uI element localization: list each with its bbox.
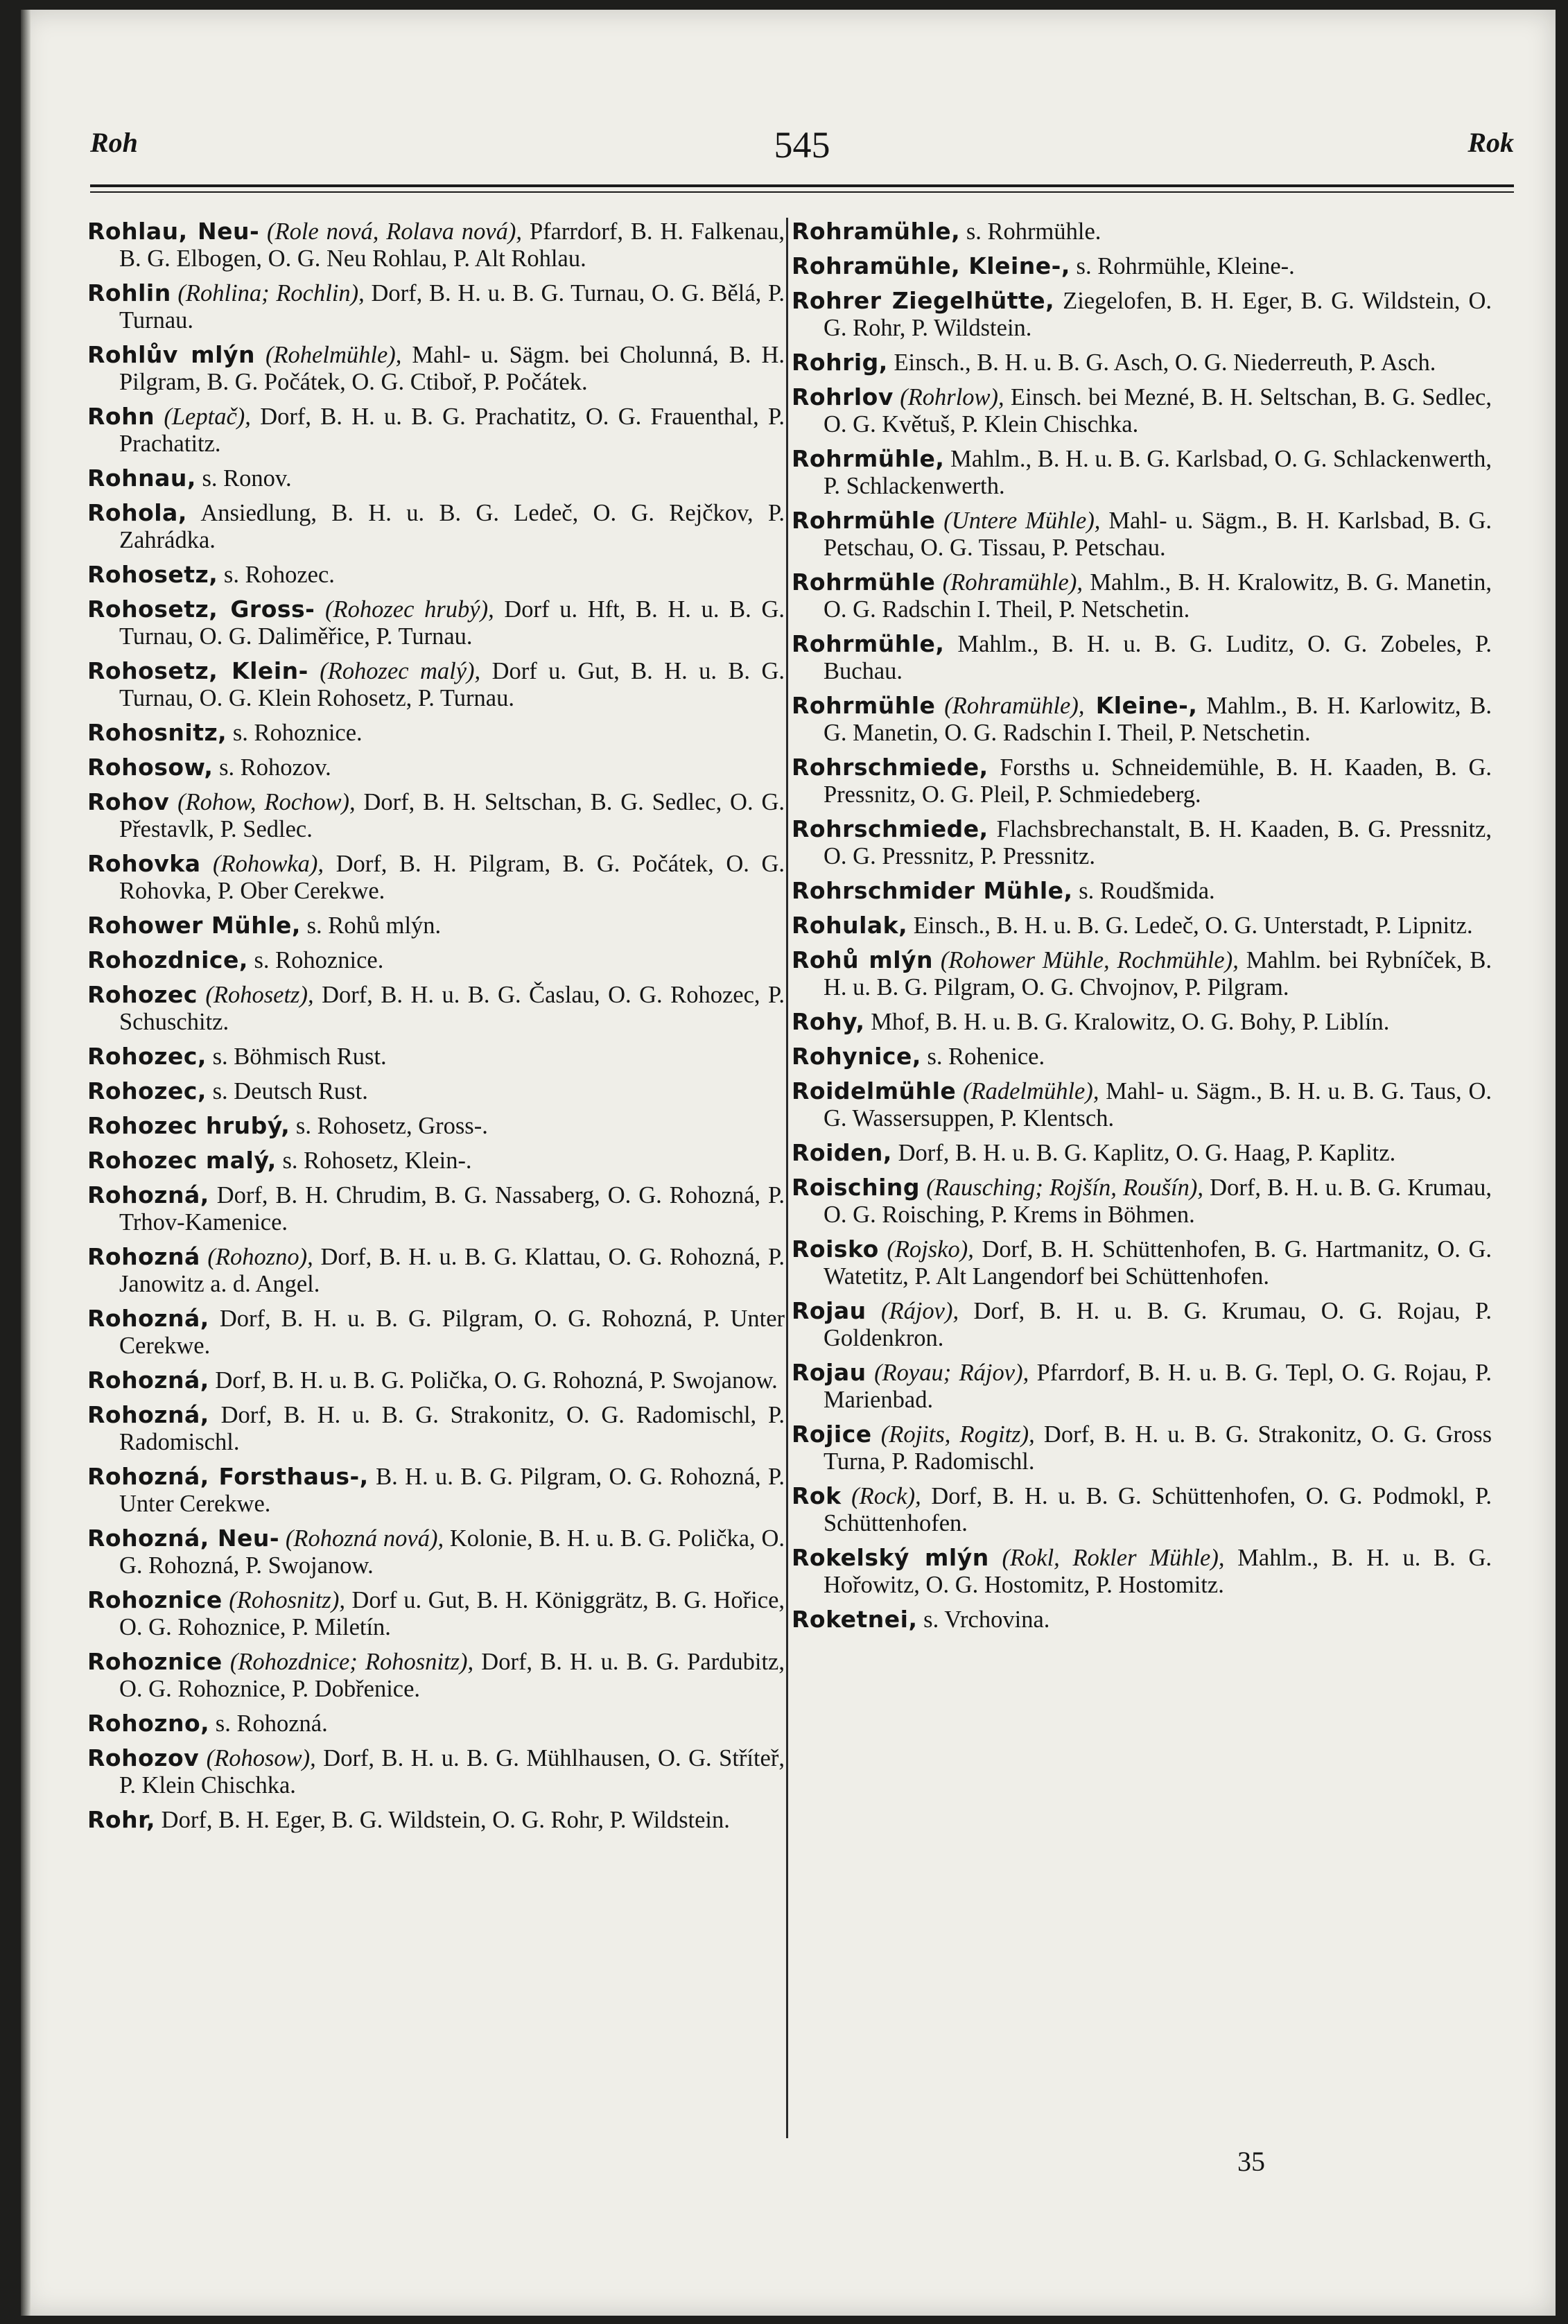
gazetteer-entry <box>87 1744 785 1799</box>
header-rule-thin <box>90 191 1514 193</box>
page-number: 545 <box>774 124 830 166</box>
entry-headword: Rokelský mlýn <box>792 1544 989 1571</box>
gazetteer-entry <box>792 1606 1492 1633</box>
entry-text: s. Rohů mlýn. <box>300 912 442 939</box>
gazetteer-entry <box>87 788 785 843</box>
entry-variant-names: (Rohosnitz), <box>222 1587 345 1613</box>
entry-variant-names: (Untere Mühle), <box>935 508 1101 534</box>
entry-headword: Rohlin <box>87 279 171 306</box>
gazetteer-entry <box>792 218 1492 245</box>
entry-text: s. Rohenice. <box>921 1043 1045 1070</box>
gazetteer-entry <box>792 1139 1492 1167</box>
entry-headword: Rohola, <box>87 499 187 526</box>
entry-headword: Rohrmühle, <box>792 445 945 472</box>
entry-headword: Rohynice, <box>792 1043 921 1070</box>
gazetteer-entry <box>792 383 1492 438</box>
entry-text: Mahl- u. Sägm., B. H. u. B. G. Taus, O. G. Wassersuppen, P. Klentsch. <box>824 1078 1492 1131</box>
gazetteer-entry <box>792 912 1492 939</box>
gazetteer-entry <box>792 1359 1492 1414</box>
entry-text: Mahlm. bei Rybníček, B. H. u. B. G. Pilgram, O. G. Chvojnov, P. Pilgram. <box>824 947 1492 1000</box>
entry-text: Dorf, B. H. u. B. G. Schüttenhofen, O. G. Podmokl, P. Schüttenhofen. <box>824 1483 1492 1536</box>
gazetteer-entry <box>792 445 1492 500</box>
entry-variant-names: (Rohramühle), <box>935 693 1085 719</box>
entry-variant-names: (Rohelmühle), <box>254 342 402 368</box>
entry-headword: Rohrschmiede, <box>792 754 988 781</box>
gazetteer-entry <box>792 1235 1492 1290</box>
entry-text: Flachsbrechanstalt, B. H. Kaaden, B. G. Pressnitz, O. G. Pressnitz, P. Pressnitz. <box>824 816 1492 869</box>
entry-text: Dorf u. Gut, B. H. u. B. G. Turnau, O. G. Klein Rohosetz, P. Turnau. <box>119 658 785 711</box>
entry-text: Dorf, B. H. u. B. G. Pardubitz, O. G. Rohoznice, P. Dobřenice. <box>119 1649 785 1702</box>
gazetteer-entry <box>87 499 785 554</box>
gazetteer-entry <box>87 1463 785 1518</box>
entry-headword: Rohoznice <box>87 1648 223 1675</box>
entry-variant-names: (Rájov), <box>866 1298 959 1324</box>
entry-text: Dorf, B. H. Eger, B. G. Wildstein, O. G. Rohr, P. Wildstein. <box>155 1807 730 1833</box>
entry-headword: Rohrlov <box>792 383 894 410</box>
entry-headword: Rohrmühle <box>792 692 936 719</box>
entry-text: s. Rohosetz, Gross-. <box>290 1113 488 1139</box>
document-page <box>21 10 1556 2316</box>
entry-headword: Rohozec, <box>87 1043 207 1070</box>
gazetteer-entry <box>87 981 785 1036</box>
gazetteer-entry <box>87 1525 785 1579</box>
entry-text: Einsch. bei Mezné, B. H. Seltschan, B. G. Sedlec, O. G. Květuš, P. Klein Chischka. <box>824 384 1492 437</box>
entry-headword: Rohrig, <box>792 349 888 376</box>
gazetteer-entry <box>792 287 1492 342</box>
entry-headword: Rohrschmiede, <box>792 815 988 842</box>
gazetteer-entry <box>87 561 785 589</box>
entry-headword: Rohozná, <box>87 1181 209 1208</box>
entry-headword: Rohosnitz, <box>87 719 227 746</box>
entry-text: Dorf, B. H. u. B. G. Krumau, O. G. Rojau, P. Goldenkron. <box>824 1298 1492 1351</box>
entry-headword: Roidelmühle <box>792 1077 957 1104</box>
entry-headword: Rojice <box>792 1421 872 1448</box>
entry-headword: Rohosetz, Gross- <box>87 596 315 623</box>
entry-headword: Rohozná, <box>87 1305 209 1332</box>
entry-variant-names: (Leptač), <box>155 404 251 430</box>
entry-headword: Rohy, <box>792 1008 865 1035</box>
gazetteer-entry <box>792 1421 1492 1475</box>
entry-headword: Rohn <box>87 403 155 430</box>
gazetteer-entry <box>87 1586 785 1641</box>
entry-headword: Rohlau, Neu- <box>87 218 260 245</box>
entry-variant-names: (Rojsko), <box>878 1236 974 1263</box>
entry-text: Einsch., B. H. u. B. G. Asch, O. G. Niederreuth, P. Asch. <box>887 349 1436 376</box>
entry-variant-names: (Radelmühle), <box>956 1078 1099 1104</box>
gazetteer-entry <box>792 1043 1492 1070</box>
entry-headword: Rohlův mlýn <box>87 341 255 368</box>
entry-headword: Rohozov <box>87 1744 200 1771</box>
entry-headword: Rohozec <box>87 981 198 1008</box>
gazetteer-entry <box>792 252 1492 280</box>
entry-variant-names: (Rohramühle), <box>935 569 1083 596</box>
gazetteer-entry <box>792 815 1492 870</box>
gazetteer-entry <box>792 754 1492 808</box>
entry-text: Mahlm., B. H. u. B. G. Luditz, O. G. Zobeles, P. Buchau. <box>824 631 1492 684</box>
entry-headword: Rojau <box>792 1359 866 1386</box>
entry-text: s. Ronov. <box>195 465 292 492</box>
entry-text: s. Roudšmida. <box>1072 878 1215 904</box>
entry-headword: Rohozec hrubý, <box>87 1112 290 1139</box>
entry-headword: Rohozec, <box>87 1077 207 1104</box>
entry-text: Ansiedlung, B. H. u. B. G. Ledeč, O. G. Rejčkov, P. Zahrádka. <box>119 500 785 553</box>
gazetteer-entry <box>87 1648 785 1703</box>
entry-variant-names: (Rohozec hrubý), <box>315 596 494 623</box>
entry-headword: Rohrmühle <box>792 569 936 596</box>
entry-headword: Rohov <box>87 788 170 815</box>
entry-text: Dorf, B. H. u. B. G. Mühlhausen, O. G. Stříteř, P. Klein Chischka. <box>119 1745 785 1798</box>
signature-mark: 35 <box>1237 2146 1265 2177</box>
header-rule-thick <box>90 184 1514 187</box>
entry-headword: Rohozno, <box>87 1710 210 1737</box>
entry-text: Dorf, B. H. u. B. G. Turnau, O. G. Bělá, P. Turnau. <box>119 280 785 333</box>
entry-headword: Rohozná, <box>87 1401 209 1428</box>
gazetteer-entry <box>87 1243 785 1298</box>
entry-text: Mahlm., B. H. u. B. G. Hořowitz, O. G. Hostomitz, P. Hostomitz. <box>824 1545 1492 1598</box>
entry-headword: Rohrschmider Mühle, <box>792 877 1073 904</box>
right-column <box>792 218 1492 1640</box>
left-column <box>87 218 785 1841</box>
gazetteer-entry <box>87 754 785 781</box>
gazetteer-entry <box>87 218 785 272</box>
entry-headword: Rojau <box>792 1297 866 1324</box>
entry-text: Mahl- u. Sägm. bei Cholunná, B. H. Pilgram, B. G. Počátek, O. G. Ctiboř, P. Počátek. <box>119 342 785 395</box>
entry-text: s. Rohrmühle. <box>960 218 1101 245</box>
entry-text: Mahlm., B. H. u. B. G. Karlsbad, O. G. Schlackenwerth, P. Schlackenwerth. <box>824 446 1492 499</box>
entry-text: Dorf, B. H. u. B. G. Strakonitz, O. G. Gross Turna, P. Radomischl. <box>824 1421 1492 1475</box>
entry-headword: Rohramühle, Kleine-, <box>792 252 1070 279</box>
gazetteer-entry <box>792 877 1492 905</box>
entry-headword: Rohosetz, <box>87 561 218 588</box>
gazetteer-entry <box>87 465 785 492</box>
entry-headword: Rohozná <box>87 1243 200 1270</box>
entry-variant-names: (Rohozná nová), <box>279 1525 444 1552</box>
entry-variant-names: (Rokl, Rokler Mühle), <box>988 1545 1225 1571</box>
entry-headword: Rohosow, <box>87 754 214 781</box>
entry-headword: Rohrmühle <box>792 507 936 534</box>
page-edge-shadow <box>21 10 31 2316</box>
gazetteer-entry <box>792 630 1492 685</box>
entry-text: Pfarrdorf, B. H. u. B. G. Tepl, O. G. Rojau, P. Marienbad. <box>824 1360 1492 1413</box>
entry-text: Dorf u. Hft, B. H. u. B. G. Turnau, O. G. Daliměřice, P. Turnau. <box>119 596 785 650</box>
entry-variant-names: (Rock), <box>841 1483 921 1509</box>
running-head-right: Rok <box>1467 127 1514 158</box>
entry-headword: Rohozdnice, <box>87 946 248 973</box>
entry-variant-names: (Rohlina; Rochlin), <box>171 280 365 306</box>
entry-headword: Rohovka <box>87 850 201 877</box>
entry-headword: Rohrmühle, <box>792 630 945 657</box>
gazetteer-entry <box>792 1174 1492 1229</box>
entry-text: s. Rohoznice. <box>227 720 363 746</box>
entry-variant-names: (Rojits, Rogitz), <box>871 1421 1035 1448</box>
entry-headword: Rohnau, <box>87 465 196 492</box>
entry-headword: Rohoznice <box>87 1586 223 1613</box>
entry-text: Mhof, B. H. u. B. G. Kralowitz, O. G. Bohy, P. Liblín. <box>864 1009 1390 1035</box>
entry-headword: Rohramühle, <box>792 218 961 245</box>
gazetteer-entry <box>87 1305 785 1360</box>
entry-text: Mahlm., B. H. Kralowitz, B. G. Manetin, O. G. Radschin I. Theil, P. Netschetin. <box>824 569 1492 623</box>
entry-text: Ziegelofen, B. H. Eger, B. G. Wildstein, O. G. Rohr, P. Wildstein. <box>824 288 1492 341</box>
page-header <box>90 126 1514 175</box>
gazetteer-entry <box>87 657 785 712</box>
entry-headword-suffix: Kleine-, <box>1084 692 1198 719</box>
entry-variant-names: (Role nová, Rolava nová), <box>259 218 523 245</box>
gazetteer-entry <box>792 946 1492 1001</box>
entry-text: Forsths u. Schneidemühle, B. H. Kaaden, B. G. Pressnitz, O. G. Pleil, P. Schmiedeberg. <box>824 754 1492 808</box>
entry-text: Dorf, B. H. Pilgram, B. G. Počátek, O. G. Rohovka, P. Ober Cerekwe. <box>119 851 785 904</box>
entry-headword: Rohr, <box>87 1806 156 1833</box>
entry-headword: Roiden, <box>792 1139 892 1166</box>
entry-variant-names: (Rohozdnice; Rohosnitz), <box>222 1649 474 1675</box>
gazetteer-entry <box>792 1008 1492 1036</box>
entry-headword: Rohower Mühle, <box>87 912 301 939</box>
entry-text: Dorf, B. H. Schüttenhofen, B. G. Hartmanitz, O. G. Watetitz, P. Alt Langendorf bei Schüttenhofen. <box>824 1236 1492 1290</box>
gazetteer-entry <box>87 1112 785 1140</box>
entry-headword: Rohozná, Forsthaus-, <box>87 1463 369 1490</box>
gazetteer-entry <box>87 1077 785 1105</box>
gazetteer-entry <box>792 349 1492 376</box>
entry-text: Mahlm., B. H. Karlowitz, B. G. Manetin, O. G. Radschin I. Theil, P. Netschetin. <box>824 693 1492 746</box>
entry-headword: Rohosetz, Klein- <box>87 657 308 684</box>
gazetteer-entry <box>87 596 785 650</box>
entry-headword: Rok <box>792 1482 842 1509</box>
column-divider <box>786 218 788 2138</box>
entry-headword: Roisko <box>792 1235 879 1263</box>
entry-text: s. Deutsch Rust. <box>206 1078 368 1104</box>
entry-text: s. Rohozná. <box>209 1710 328 1737</box>
gazetteer-entry <box>87 341 785 396</box>
gazetteer-entry <box>792 1077 1492 1132</box>
entry-text: s. Rohoznice. <box>247 947 384 973</box>
entry-variant-names: (Rohow, Rochow), <box>169 789 356 815</box>
entry-text: Dorf u. Gut, B. H. Königgrätz, B. G. Hořice, O. G. Rohoznice, P. Miletín. <box>119 1587 785 1640</box>
entry-text: Dorf, B. H. u. B. G. Pilgram, O. G. Rohozná, P. Unter Cerekwe. <box>119 1306 785 1359</box>
entry-text: Dorf, B. H. Seltschan, B. G. Sedlec, O. G. Přestavlk, P. Sedlec. <box>119 789 785 842</box>
entry-variant-names: (Rohosow), <box>199 1745 316 1771</box>
entry-headword: Rohrer Ziegelhütte, <box>792 287 1055 314</box>
entry-text: Dorf, B. H. u. B. G. Krumau, O. G. Roisching, P. Krems in Böhmen. <box>824 1174 1492 1228</box>
entry-text: Dorf, B. H. u. B. G. Klattau, O. G. Rohozná, P. Janowitz a. d. Angel. <box>119 1244 785 1297</box>
entry-variant-names: (Royau; Rájov), <box>866 1360 1029 1386</box>
entry-text: Dorf, B. H. u. B. G. Kaplitz, O. G. Haag, P. Kaplitz. <box>891 1140 1396 1166</box>
gazetteer-entry <box>792 1544 1492 1599</box>
gazetteer-entry <box>87 403 785 458</box>
entry-text: s. Rohrmühle, Kleine-. <box>1070 253 1295 279</box>
entry-text: B. H. u. B. G. Pilgram, O. G. Rohozná, P. Unter Cerekwe. <box>119 1464 785 1517</box>
gazetteer-entry <box>792 507 1492 562</box>
entry-text: Dorf, B. H. u. B. G. Prachatitz, O. G. Frauenthal, P. Prachatitz. <box>119 404 785 457</box>
gazetteer-entry <box>87 279 785 334</box>
entry-variant-names: (Rohrlow), <box>893 384 1004 410</box>
entry-text: Mahl- u. Sägm., B. H. Karlsbad, B. G. Petschau, O. G. Tissau, P. Petschau. <box>824 508 1492 561</box>
entry-text: s. Rohosetz, Klein-. <box>276 1147 472 1174</box>
entry-variant-names: (Rohozno), <box>200 1244 313 1270</box>
entry-variant-names: (Rohowka), <box>200 851 324 877</box>
entry-text: s. Vrchovina. <box>917 1606 1050 1633</box>
entry-variant-names: (Rohower Mühle, Rochmühle), <box>933 947 1239 973</box>
gazetteer-entry <box>87 1043 785 1070</box>
entry-headword: Rohulak, <box>792 912 908 939</box>
gazetteer-entry <box>792 692 1492 747</box>
entry-headword: Rohozná, Neu- <box>87 1525 280 1552</box>
gazetteer-entry <box>87 719 785 747</box>
entry-text: Einsch., B. H. u. B. G. Ledeč, O. G. Unterstadt, P. Lipnitz. <box>907 912 1473 939</box>
entry-text: Dorf, B. H. u. B. G. Časlau, O. G. Rohozec, P. Schuschitz. <box>119 982 785 1035</box>
entry-text: Kolonie, B. H. u. B. G. Polička, O. G. Rohozná, P. Swojanow. <box>119 1525 785 1579</box>
gazetteer-entry <box>87 912 785 939</box>
entry-text: s. Rohozov. <box>213 754 331 781</box>
entry-variant-names: (Rohosetz), <box>197 982 314 1008</box>
entry-text: Dorf, B. H. Chrudim, B. G. Nassaberg, O. G. Rohozná, P. Trhov-Kamenice. <box>119 1182 785 1235</box>
gazetteer-entry <box>792 1482 1492 1537</box>
entry-text: s. Böhmisch Rust. <box>206 1043 387 1070</box>
gazetteer-entry <box>87 850 785 905</box>
entry-headword: Rohozná, <box>87 1367 209 1394</box>
entry-headword: Rohů mlýn <box>792 946 934 973</box>
gazetteer-entry <box>87 1147 785 1174</box>
gazetteer-entry <box>792 1297 1492 1352</box>
entry-text: s. Rohozec. <box>218 562 335 588</box>
entry-variant-names: (Rohozec malý), <box>308 658 481 684</box>
entry-text: Dorf, B. H. u. B. G. Polička, O. G. Rohozná, P. Swojanow. <box>209 1367 778 1394</box>
entry-headword: Roisching <box>792 1174 921 1201</box>
gazetteer-entry <box>87 1401 785 1456</box>
entry-headword: Roketnei, <box>792 1606 918 1633</box>
running-head-left: Roh <box>90 127 138 158</box>
gazetteer-entry <box>87 1181 785 1236</box>
entry-variant-names: (Rausching; Rojšín, Roušín), <box>920 1174 1203 1201</box>
gazetteer-entry <box>87 1806 785 1834</box>
gazetteer-entry <box>87 946 785 974</box>
entry-headword: Rohozec malý, <box>87 1147 277 1174</box>
gazetteer-entry <box>792 569 1492 623</box>
entry-text: Dorf, B. H. u. B. G. Strakonitz, O. G. Radomischl, P. Radomischl. <box>119 1402 785 1455</box>
gazetteer-entry <box>87 1710 785 1737</box>
gazetteer-entry <box>87 1367 785 1394</box>
entry-text: Pfarrdorf, B. H. Falkenau, B. G. Elbogen, O. G. Neu Rohlau, P. Alt Rohlau. <box>119 218 785 272</box>
